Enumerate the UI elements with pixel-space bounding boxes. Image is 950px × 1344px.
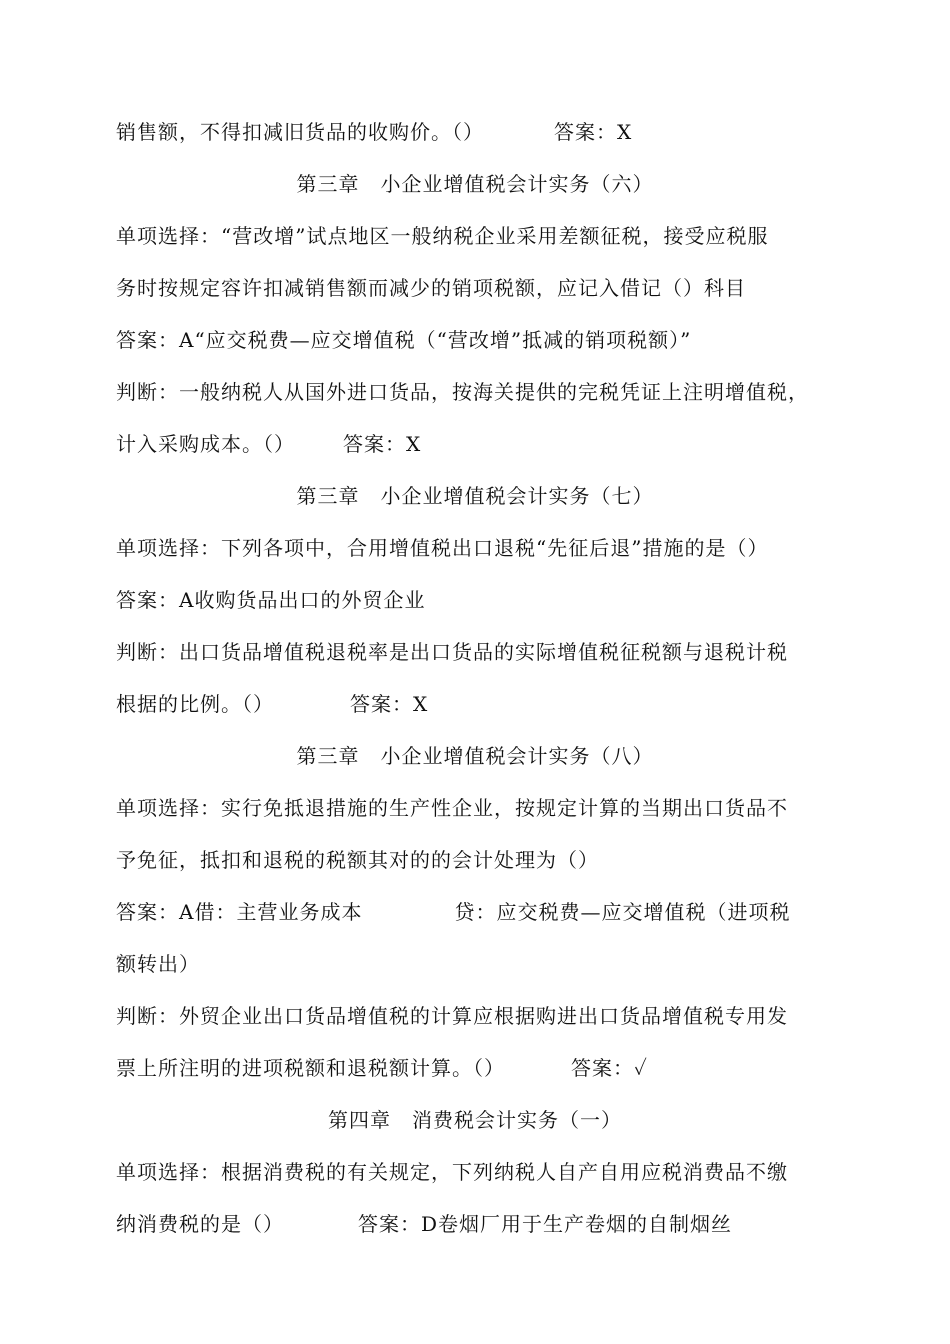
text-line: 额转出）: [116, 952, 200, 976]
answer-text: 答案：D卷烟厂用于生产卷烟的自制烟丝: [358, 1212, 733, 1236]
text-line: 单项选择：下列各项中，合用增值税出口退税“先征后退”措施的是（）: [116, 536, 769, 560]
answer-text: 答案：X: [554, 120, 633, 144]
text-line: [116, 690, 840, 718]
section-heading: 第三章 小企业增值税会计实务（八）: [296, 744, 654, 768]
text-line: 予免征，抵扣和退税的税额其对的的会计处理为（）: [116, 848, 599, 872]
question-text: 答案：A借：主营业务成本: [116, 900, 363, 924]
question-text: 计入采购成本。（）: [116, 432, 295, 456]
text-line: 答案：A收购货品出口的外贸企业: [116, 588, 426, 612]
section-heading: 第三章 小企业增值税会计实务（七）: [296, 484, 654, 508]
text-line: 单项选择：根据消费税的有关规定，下列纳税人自产自用应税消费品不缴: [116, 1160, 788, 1184]
text-line: [116, 1054, 840, 1082]
text-line: 判断：出口货品增值税退税率是出口货品的实际增值税征税额与退税计税: [116, 640, 788, 664]
text-line: 判断：外贸企业出口货品增值税的计算应根据购进出口货品增值税专用发: [116, 1004, 788, 1028]
text-line: 单项选择：“营改增”试点地区一般纳税企业采用差额征税，接受应税服: [116, 224, 769, 248]
text-line: 务时按规定容许扣减销售额而减少的销项税额，应记入借记（）科目: [116, 276, 746, 300]
answer-text: 答案：✓: [571, 1056, 648, 1080]
text-line: [116, 430, 840, 458]
answer-credit-text: 贷：应交税费—应交增值税（进项税: [454, 900, 791, 924]
question-text: 纳消费税的是（）: [116, 1212, 284, 1236]
text-line: [116, 898, 840, 926]
text-line: [116, 1210, 840, 1238]
text-line: 答案：A“应交税费—应交增值税（“营改增”抵减的销项税额）”: [116, 328, 692, 352]
text-line: 判断：一般纳税人从国外进口货品，按海关提供的完税凭证上注明增值税，: [116, 380, 809, 404]
question-text: 销售额，不得扣减旧货品的收购价。（）: [116, 120, 484, 144]
answer-text: 答案：X: [343, 432, 422, 456]
text-line: 单项选择：实行免抵退措施的生产性企业，按规定计算的当期出口货品不: [116, 796, 788, 820]
section-heading: 第四章 消费税会计实务（一）: [328, 1108, 622, 1132]
question-text: 根据的比例。（）: [116, 692, 274, 716]
text-line: [116, 118, 840, 146]
answer-text: 答案：X: [350, 692, 429, 716]
question-text: 票上所注明的进项税额和退税额计算。（）: [116, 1056, 505, 1080]
section-heading: 第三章 小企业增值税会计实务（六）: [296, 172, 654, 196]
